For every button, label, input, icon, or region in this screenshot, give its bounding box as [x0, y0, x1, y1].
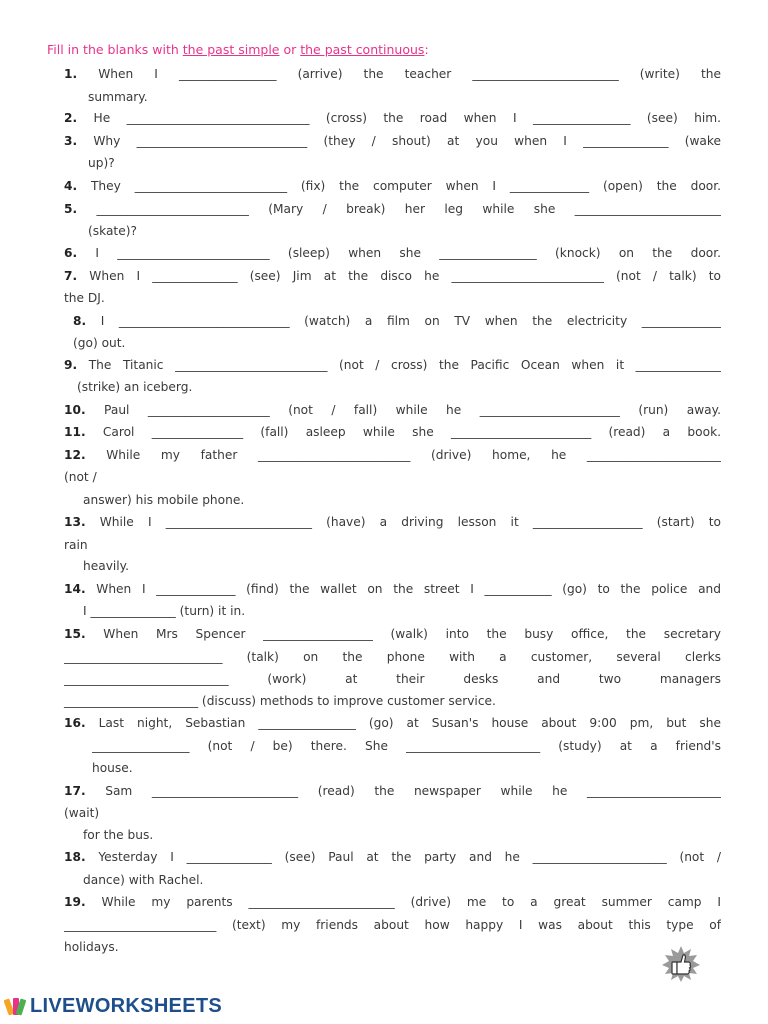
- exercise-line: [64, 783, 721, 799]
- exercise-text: (skate)?: [88, 224, 137, 238]
- exercise-line: [73, 313, 721, 329]
- exercise-text: While I ________________________ (have) a driving lesson it __________________ (start) to: [99, 515, 721, 529]
- exercise-number: 7.: [64, 269, 78, 283]
- exercise-text: summary.: [88, 90, 148, 104]
- exercise-line: [64, 715, 721, 731]
- exercise-text: Last night, Sebastian ________________ (go) at Susan's house about 9:00 pm, but she: [98, 716, 721, 730]
- liveworksheets-logo: [4, 995, 222, 1018]
- exercise-line: [64, 447, 721, 463]
- exercise-line: [92, 738, 721, 754]
- exercise-number: 15.: [64, 627, 86, 641]
- exercise-number: 5.: [64, 202, 78, 216]
- exercise-number: 2.: [64, 111, 78, 125]
- exercise-number: 1.: [64, 67, 78, 81]
- exercise-text: When I ______________ (see) Jim at the disco he _________________________ (not / talk) to: [89, 269, 721, 283]
- exercise-text: the DJ.: [64, 291, 105, 305]
- exercise-number: 16.: [64, 716, 86, 730]
- exercise-number: 13.: [64, 515, 86, 529]
- exercise-number: 17.: [64, 784, 86, 798]
- exercise-line: [64, 133, 721, 149]
- exercise-text: Why ____________________________ (they / shout) at you when I ______________ (wake: [93, 134, 721, 148]
- exercise-number: 8.: [73, 314, 87, 328]
- exercise-text: Carol _______________ (fall) asleep while she _______________________ (read) a book.: [102, 425, 721, 439]
- exercise-line: [88, 89, 148, 105]
- exercise-line: [64, 917, 721, 933]
- exercise-line: [64, 626, 721, 642]
- exercise-text: _________________________ (Mary / break) her leg while she ________________________: [96, 202, 721, 216]
- liveworksheets-logo-icon: [4, 996, 26, 1018]
- exercise-text: Paul ____________________ (not / fall) while he _______________________ (run) away.: [104, 403, 721, 417]
- exercise-text: While my parents ________________________ (drive) me to a great summer camp I: [101, 895, 721, 909]
- exercise-line: [64, 894, 721, 910]
- exercise-line: [64, 424, 721, 440]
- exercise-number: 19.: [64, 895, 86, 909]
- exercise-line: [64, 671, 721, 687]
- exercise-line: [64, 268, 721, 284]
- exercise-line: [64, 939, 119, 955]
- exercise-line: [64, 849, 721, 865]
- exercise-text: up)?: [88, 156, 115, 170]
- exercise-number: 18.: [64, 850, 86, 864]
- exercise-line: [73, 335, 125, 351]
- exercise-line: [64, 357, 721, 373]
- exercise-number: 10.: [64, 403, 86, 417]
- brand-name: LIVEWORKSHEETS: [30, 995, 222, 1017]
- instruction-term-past-simple: the past simple: [182, 42, 280, 57]
- exercise-line: [64, 693, 496, 709]
- exercise-line: [88, 155, 115, 171]
- exercise-text: While my father _________________________ (drive) home, he ______________________: [106, 448, 721, 462]
- exercise-text: rain: [64, 538, 88, 552]
- exercise-text: (go) out.: [73, 336, 126, 350]
- exercise-text: for the bus.: [83, 828, 154, 842]
- exercise-line: [77, 379, 192, 395]
- exercise-number: 9.: [64, 358, 78, 372]
- instruction: Fill in the blanks with the past simple or the past continuous:: [47, 42, 429, 57]
- exercise-text: ___________________________ (work) at their desks and two managers: [64, 672, 721, 686]
- exercise-line: [64, 290, 105, 306]
- exercise-text: Yesterday I ______________ (see) Paul at the party and he ______________________ (not /: [98, 850, 721, 864]
- exercise-text: (not /: [64, 470, 97, 484]
- exercise-number: 6.: [64, 246, 78, 260]
- exercise-text: house.: [92, 761, 133, 775]
- instruction-term-past-continuous: the past continuous: [300, 42, 425, 57]
- exercise-text: They _________________________ (fix) the computer when I _____________ (open) the door.: [90, 179, 721, 193]
- exercise-number: 14.: [64, 582, 86, 596]
- exercise-number: 3.: [64, 134, 78, 148]
- exercise-text: (strike) an iceberg.: [77, 380, 193, 394]
- exercise-line: [64, 402, 721, 418]
- exercise-line: [88, 223, 137, 239]
- thumbs-up-icon: [660, 945, 702, 983]
- exercise-line: [83, 492, 244, 508]
- exercise-text: holidays.: [64, 940, 119, 954]
- exercise-line: [83, 603, 245, 619]
- exercise-text: I ____________________________ (watch) a film on TV when the electricity _____________: [100, 314, 721, 328]
- exercise-number: 11.: [64, 425, 86, 439]
- exercise-text: _________________________ (text) my friends about how happy I was about this type of: [64, 918, 721, 932]
- exercise-text: He ______________________________ (cross) the road when I ________________ (see) him.: [93, 111, 721, 125]
- exercise-text: When I ________________ (arrive) the teacher ________________________ (write) the: [98, 67, 721, 81]
- exercise-line: [64, 201, 721, 217]
- exercise-text: When Mrs Spencer __________________ (walk) into the busy office, the secretary: [103, 627, 721, 641]
- exercise-text: I _________________________ (sleep) when she ________________ (knock) on the door.: [95, 246, 721, 260]
- exercise-text: Sam ________________________ (read) the newspaper while he ______________________: [105, 784, 721, 798]
- exercise-line: [64, 469, 97, 485]
- exercise-text: ________________ (not / be) there. She ______________________ (study) at a friend's: [92, 739, 721, 753]
- exercise-line: [64, 514, 721, 530]
- exercise-line: [92, 760, 133, 776]
- exercise-line: [64, 66, 721, 82]
- exercise-text: I ______________ (turn) it in.: [83, 604, 246, 618]
- exercise-line: [64, 581, 721, 597]
- exercise-line: [83, 872, 203, 888]
- exercise-line: [64, 178, 721, 194]
- exercise-line: [64, 537, 88, 553]
- exercise-number: 12.: [64, 448, 86, 462]
- exercise-line: [64, 110, 721, 126]
- exercise-line: [64, 805, 99, 821]
- exercise-text: The Titanic _________________________ (not / cross) the Pacific Ocean when it ______________: [88, 358, 721, 372]
- exercise-number: 4.: [64, 179, 78, 193]
- exercise-line: [83, 827, 153, 843]
- exercise-text: dance) with Rachel.: [83, 873, 204, 887]
- exercise-text: When I _____________ (find) the wallet on the street I ___________ (go) to the police and: [96, 582, 721, 596]
- exercise-line: [83, 558, 129, 574]
- exercise-text: ______________________ (discuss) methods to improve customer service.: [64, 694, 496, 708]
- exercise-text: heavily.: [83, 559, 130, 573]
- exercise-line: [64, 649, 721, 665]
- exercise-text: answer) his mobile phone.: [83, 493, 245, 507]
- exercise-line: [64, 245, 721, 261]
- exercise-text: __________________________ (talk) on the phone with a customer, several clerks: [64, 650, 721, 664]
- exercise-text: (wait): [64, 806, 100, 820]
